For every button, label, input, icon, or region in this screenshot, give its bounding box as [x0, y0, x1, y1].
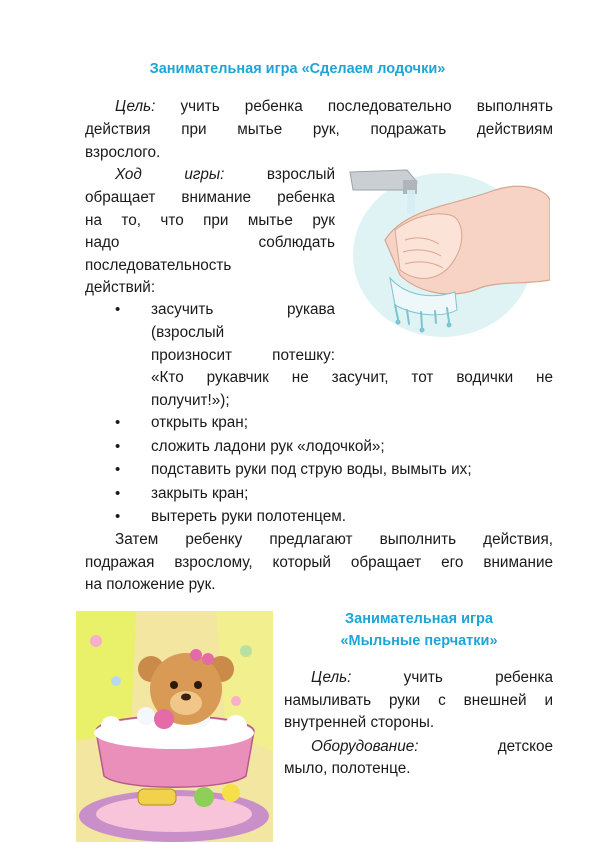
- game1-course-line: обращает внимание ребенка: [85, 189, 335, 206]
- game1-course-line: последовательность: [85, 257, 232, 274]
- game2-title-line1: Занимательная игра: [345, 611, 493, 627]
- course-label: Ход игры:: [115, 166, 225, 183]
- bullet: •: [115, 301, 121, 318]
- goal-label: Цель:: [115, 98, 156, 115]
- course-text: взрослый: [266, 166, 335, 183]
- bullet: •: [115, 414, 121, 431]
- game1-goal-line1: [115, 96, 553, 119]
- game2-goal-line3: внутренней стороны.: [284, 714, 435, 731]
- game1-course-line: на то, что при мытье рук: [85, 212, 335, 229]
- game2-goal-line1: [311, 667, 553, 690]
- step-item: подставить руки под струю воды, вымыть их;: [151, 461, 472, 478]
- outro-line2: подражая взрослому, который обращает его внимание: [85, 554, 553, 571]
- game1-course-line: действий:: [85, 279, 156, 296]
- game1-goal-line2: действия при мытье рук, подражать действиям: [85, 121, 553, 138]
- teddy-bear-bath-illustration: [76, 611, 273, 842]
- game2-title-line2: «Мыльные перчатки»: [340, 633, 498, 649]
- outro-line3: на положение рук.: [85, 576, 216, 593]
- step1-line: (взрослый: [151, 324, 225, 341]
- bullet: •: [115, 485, 121, 502]
- game1-title: Занимательная игра «Сделаем лодочки»: [149, 61, 446, 77]
- game2-equipment-line2: мыло, полотенце.: [284, 760, 411, 777]
- bullet: •: [115, 461, 121, 478]
- game2-goal-line2: намыливать руки с внешней и: [284, 692, 553, 709]
- step-item: сложить ладони рук «лодочкой»;: [151, 438, 385, 455]
- bullet: •: [115, 508, 121, 525]
- game1-course-line: надо соблюдать: [85, 234, 335, 251]
- game2-goal-text: учить ребенка: [403, 669, 554, 686]
- step1-line: засучить рукава: [151, 301, 335, 318]
- rhyme-line2: получит!»);: [151, 392, 230, 409]
- game1-goal-line3: взрослого.: [85, 144, 161, 161]
- step-item: вытереть руки полотенцем.: [151, 508, 347, 525]
- equipment-text: детское: [497, 738, 553, 755]
- game2-goal-label: Цель:: [311, 669, 352, 686]
- step-item: закрыть кран;: [151, 485, 249, 502]
- game2-equipment-line1: [311, 736, 553, 759]
- equipment-label: Оборудование:: [311, 738, 419, 755]
- bullet: •: [115, 438, 121, 455]
- goal-text: учить ребенка последовательно выполнять: [180, 98, 553, 115]
- game1-course-line1: [115, 164, 335, 187]
- rhyme-line1: «Кто рукавчик не засучит, тот водички не: [151, 369, 553, 386]
- outro-line1: Затем ребенку предлагают выполнить действия,: [115, 531, 553, 548]
- step-item: открыть кран;: [151, 414, 249, 431]
- step1-line: произносит потешку:: [151, 347, 335, 364]
- hands-washing-illustration: [345, 160, 550, 340]
